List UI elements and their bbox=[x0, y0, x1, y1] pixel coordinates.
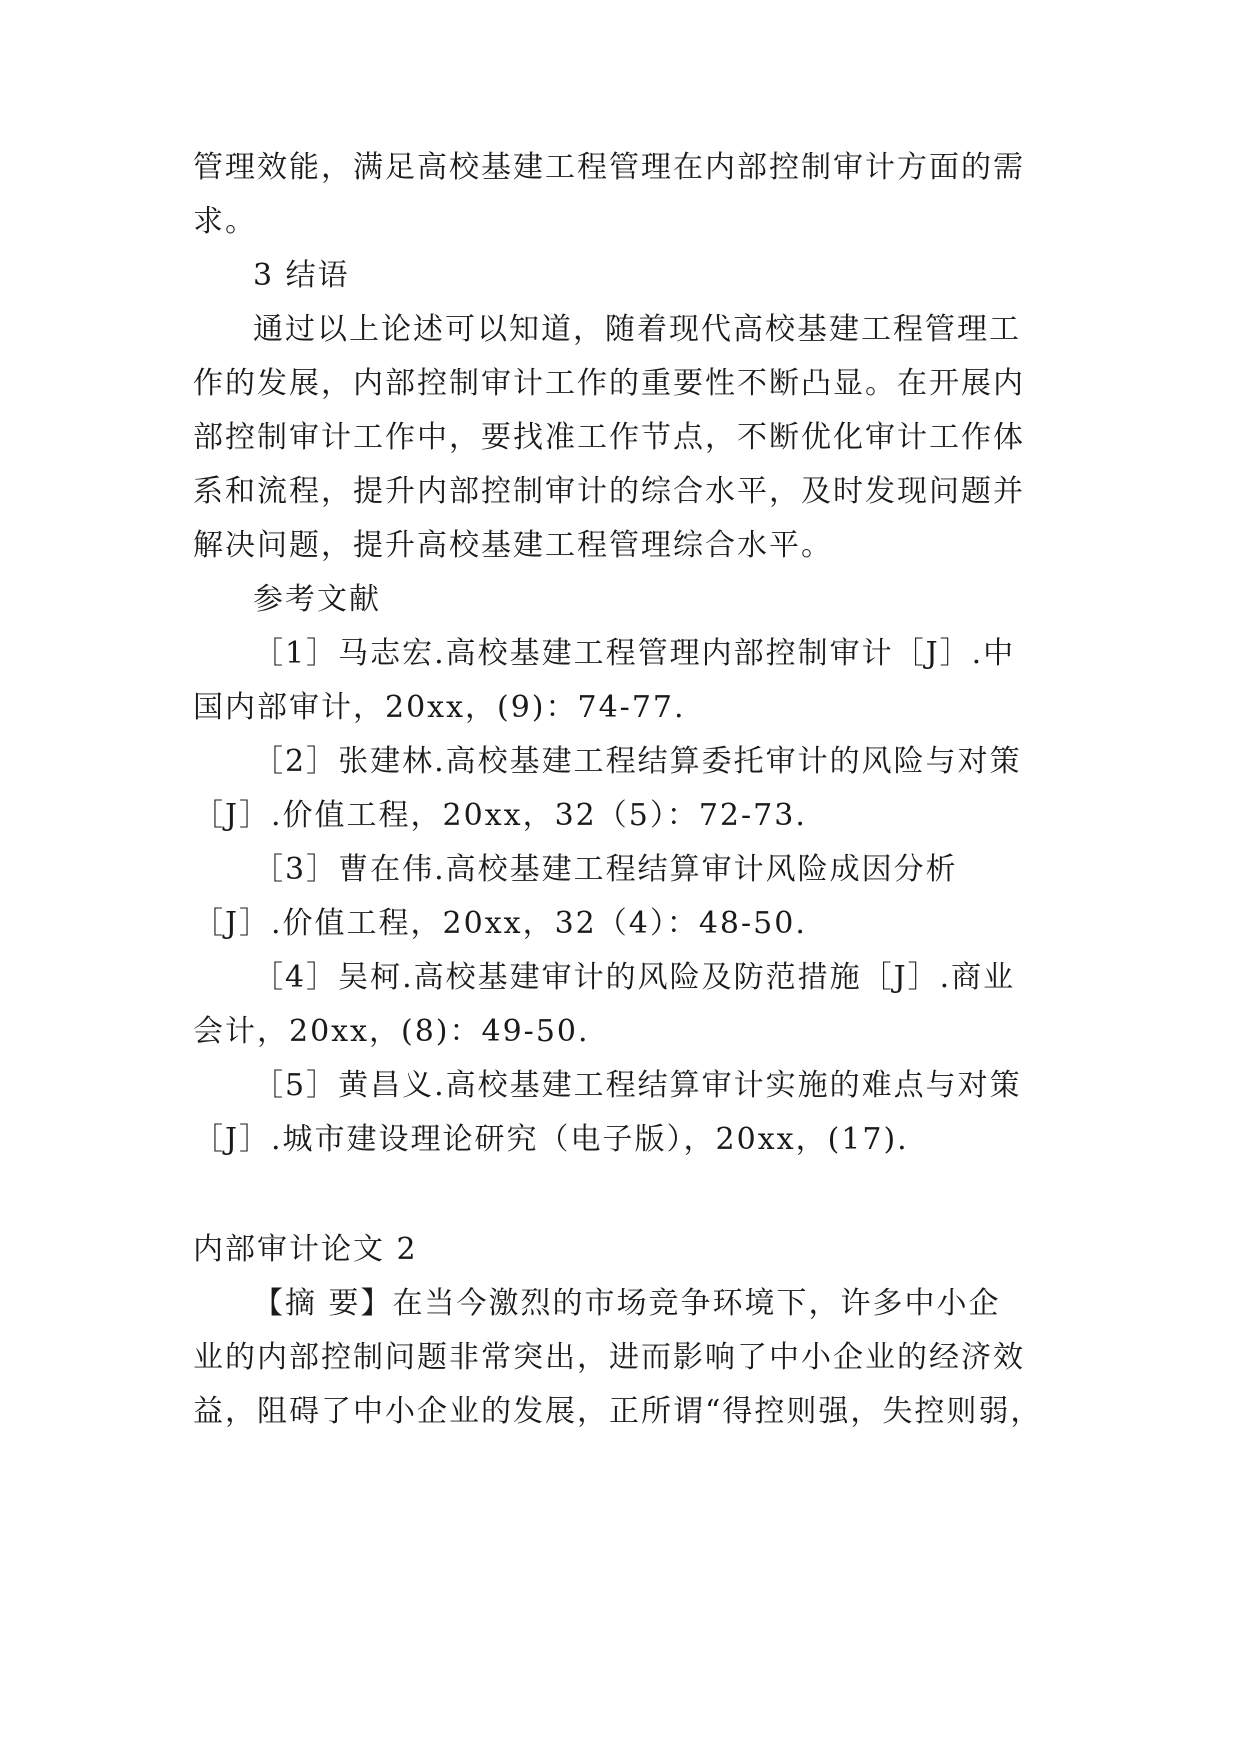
body-line: 部控制审计工作中，要找准工作节点，不断优化审计工作体 bbox=[193, 420, 1025, 455]
reference-line: ［2］张建林.高校基建工程结算委托审计的风险与对策 bbox=[253, 744, 1022, 779]
article-title: 内部审计论文 2 bbox=[193, 1232, 418, 1267]
body-line: 求。 bbox=[193, 204, 257, 239]
abstract-line: 业的内部控制问题非常突出，进而影响了中小企业的经济效 bbox=[193, 1340, 1025, 1375]
reference-line: 国内部审计，20xx，(9)：74-77. bbox=[193, 690, 686, 725]
body-line: 系和流程，提升内部控制审计的综合水平，及时发现问题并 bbox=[193, 474, 1025, 509]
abstract-line: 益，阻碍了中小企业的发展，正所谓“得控则强，失控则弱， bbox=[193, 1394, 1043, 1429]
reference-line: ［J］.价值工程，20xx，32（4）：48-50. bbox=[193, 906, 807, 941]
references-heading: 参考文献 bbox=[253, 582, 381, 617]
body-line: 管理效能，满足高校基建工程管理在内部控制审计方面的需 bbox=[193, 150, 1025, 185]
body-line: 作的发展，内部控制审计工作的重要性不断凸显。在开展内 bbox=[193, 366, 1025, 401]
section-heading: 3 结语 bbox=[253, 258, 350, 293]
reference-line: ［J］.城市建设理论研究（电子版），20xx，(17). bbox=[193, 1122, 909, 1157]
reference-line: 会计，20xx，(8)：49-50. bbox=[193, 1014, 590, 1049]
reference-line: ［J］.价值工程，20xx，32（5）：72-73. bbox=[193, 798, 807, 833]
body-line: 解决问题，提升高校基建工程管理综合水平。 bbox=[193, 528, 833, 563]
reference-line: ［4］吴柯.高校基建审计的风险及防范措施［J］.商业 bbox=[253, 960, 1016, 995]
reference-line: ［3］曹在伟.高校基建工程结算审计风险成因分析 bbox=[253, 852, 958, 887]
abstract-line: 【摘 要】在当今激烈的市场竞争环境下，许多中小企 bbox=[253, 1286, 1001, 1321]
reference-line: ［5］黄昌义.高校基建工程结算审计实施的难点与对策 bbox=[253, 1068, 1022, 1103]
reference-line: ［1］马志宏.高校基建工程管理内部控制审计［J］.中 bbox=[253, 636, 1016, 671]
body-line: 通过以上论述可以知道，随着现代高校基建工程管理工 bbox=[253, 312, 1021, 347]
